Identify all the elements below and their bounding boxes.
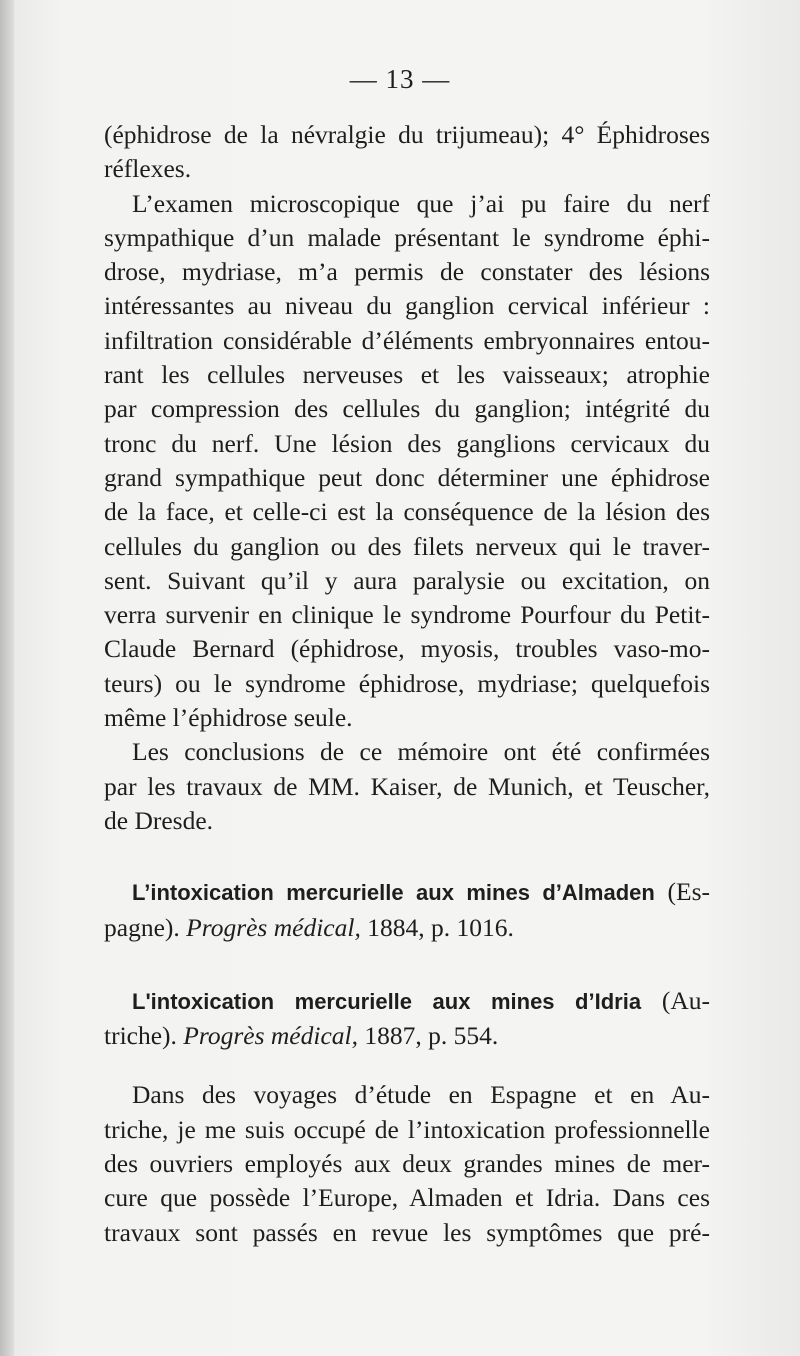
entry-country: pagne).: [104, 912, 187, 942]
text-line: des ouvriers employés aux deux grandes mines de mer-: [104, 1149, 710, 1179]
intro-paragraph: [104, 118, 710, 187]
journal-title: Progrès médical,: [186, 912, 361, 942]
text-line: tronc du nerf. Une lésion des ganglions cervicaux du: [104, 428, 710, 458]
entry-title: L'intoxication mercurielle aux mines d’Idria: [132, 988, 642, 1014]
text-line: travaux sont passés en revue les symptômes que pré-: [104, 1217, 710, 1247]
entry-country: triche).: [104, 1021, 184, 1051]
text-line: infiltration considérable d’éléments embryonnaires entou-: [104, 325, 710, 355]
entry-title-line: [104, 875, 710, 910]
page-number: — 13 —: [349, 64, 451, 94]
text-line: triche, je me suis occupé de l’intoxication professionnelle: [104, 1114, 710, 1144]
journal-title: Progrès médical,: [183, 1021, 358, 1051]
text-line: drose, mydriase, m’a permis de constater des lésions: [104, 257, 710, 287]
section-spacer: [104, 838, 710, 875]
text-line: Les conclusions de ce mémoire ont été confirmées: [132, 737, 710, 767]
page-body: [104, 118, 710, 1250]
text-line: (éphidrose de la névralgie du trijumeau); 4° Éphidroses: [104, 120, 710, 149]
journal-reference: 1884, p. 1016.: [360, 912, 514, 942]
text-line: cure que possède l’Europe, Almaden et Idria. Dans ces: [104, 1183, 710, 1213]
entry-reference-line: [104, 1019, 710, 1053]
bibliography-entry-almaden: [104, 875, 710, 945]
section-spacer: [104, 1053, 710, 1078]
text-line: même l’éphidrose seule.: [104, 703, 353, 733]
entry-title-line: [104, 984, 710, 1019]
text-line: intéressantes au niveau du ganglion cervical inférieur :: [104, 291, 710, 321]
voyages-paragraph: [104, 1078, 710, 1249]
entry-reference-line: [104, 911, 710, 945]
page-binding-edge: [0, 0, 14, 1356]
text-line: par compression des cellules du ganglion; intégrité du: [104, 394, 710, 424]
text-line: sent. Suivant qu’il y aura paralysie ou excitation, on: [104, 565, 710, 595]
exam-paragraph: [104, 187, 710, 736]
text-line: verra survenir en clinique le syndrome Pourfour du Petit-: [104, 600, 710, 630]
section-spacer: [104, 945, 710, 984]
text-line: par les travaux de MM. Kaiser, de Munich, et Teuscher,: [104, 771, 710, 801]
entry-title-rest: (Es-: [654, 877, 710, 907]
text-line: grand sympathique peut donc déterminer une éphidrose: [104, 462, 710, 492]
text-line: teurs) ou le syndrome éphidrose, mydriase; quelquefois: [104, 668, 710, 698]
text-line: sympathique d’un malade présentant le syndrome éphi-: [104, 222, 710, 252]
text-line: de la face, et celle-ci est la conséquence de la lésion des: [104, 497, 710, 527]
text-line: rant les cellules nerveuses et les vaisseaux; atrophie: [104, 360, 710, 390]
text-line: réflexes.: [104, 154, 192, 184]
conclusions-paragraph: [104, 735, 710, 838]
journal-reference: 1887, p. 554.: [358, 1021, 499, 1051]
text-line: de Dresde.: [104, 805, 214, 835]
text-line: L’examen microscopique que j’ai pu faire du nerf: [132, 188, 710, 218]
entry-title-rest: (Au-: [641, 985, 710, 1015]
text-line: cellules du ganglion ou des filets nerveux qui le traver-: [104, 531, 710, 561]
text-line: Claude Bernard (éphidrose, myosis, troubles vaso-mo-: [104, 634, 710, 664]
bibliography-entry-idria: [104, 984, 710, 1054]
entry-title: L’intoxication mercurielle aux mines d’Almaden: [132, 880, 655, 906]
text-line: Dans des voyages d’étude en Espagne et en Au-: [132, 1080, 710, 1110]
